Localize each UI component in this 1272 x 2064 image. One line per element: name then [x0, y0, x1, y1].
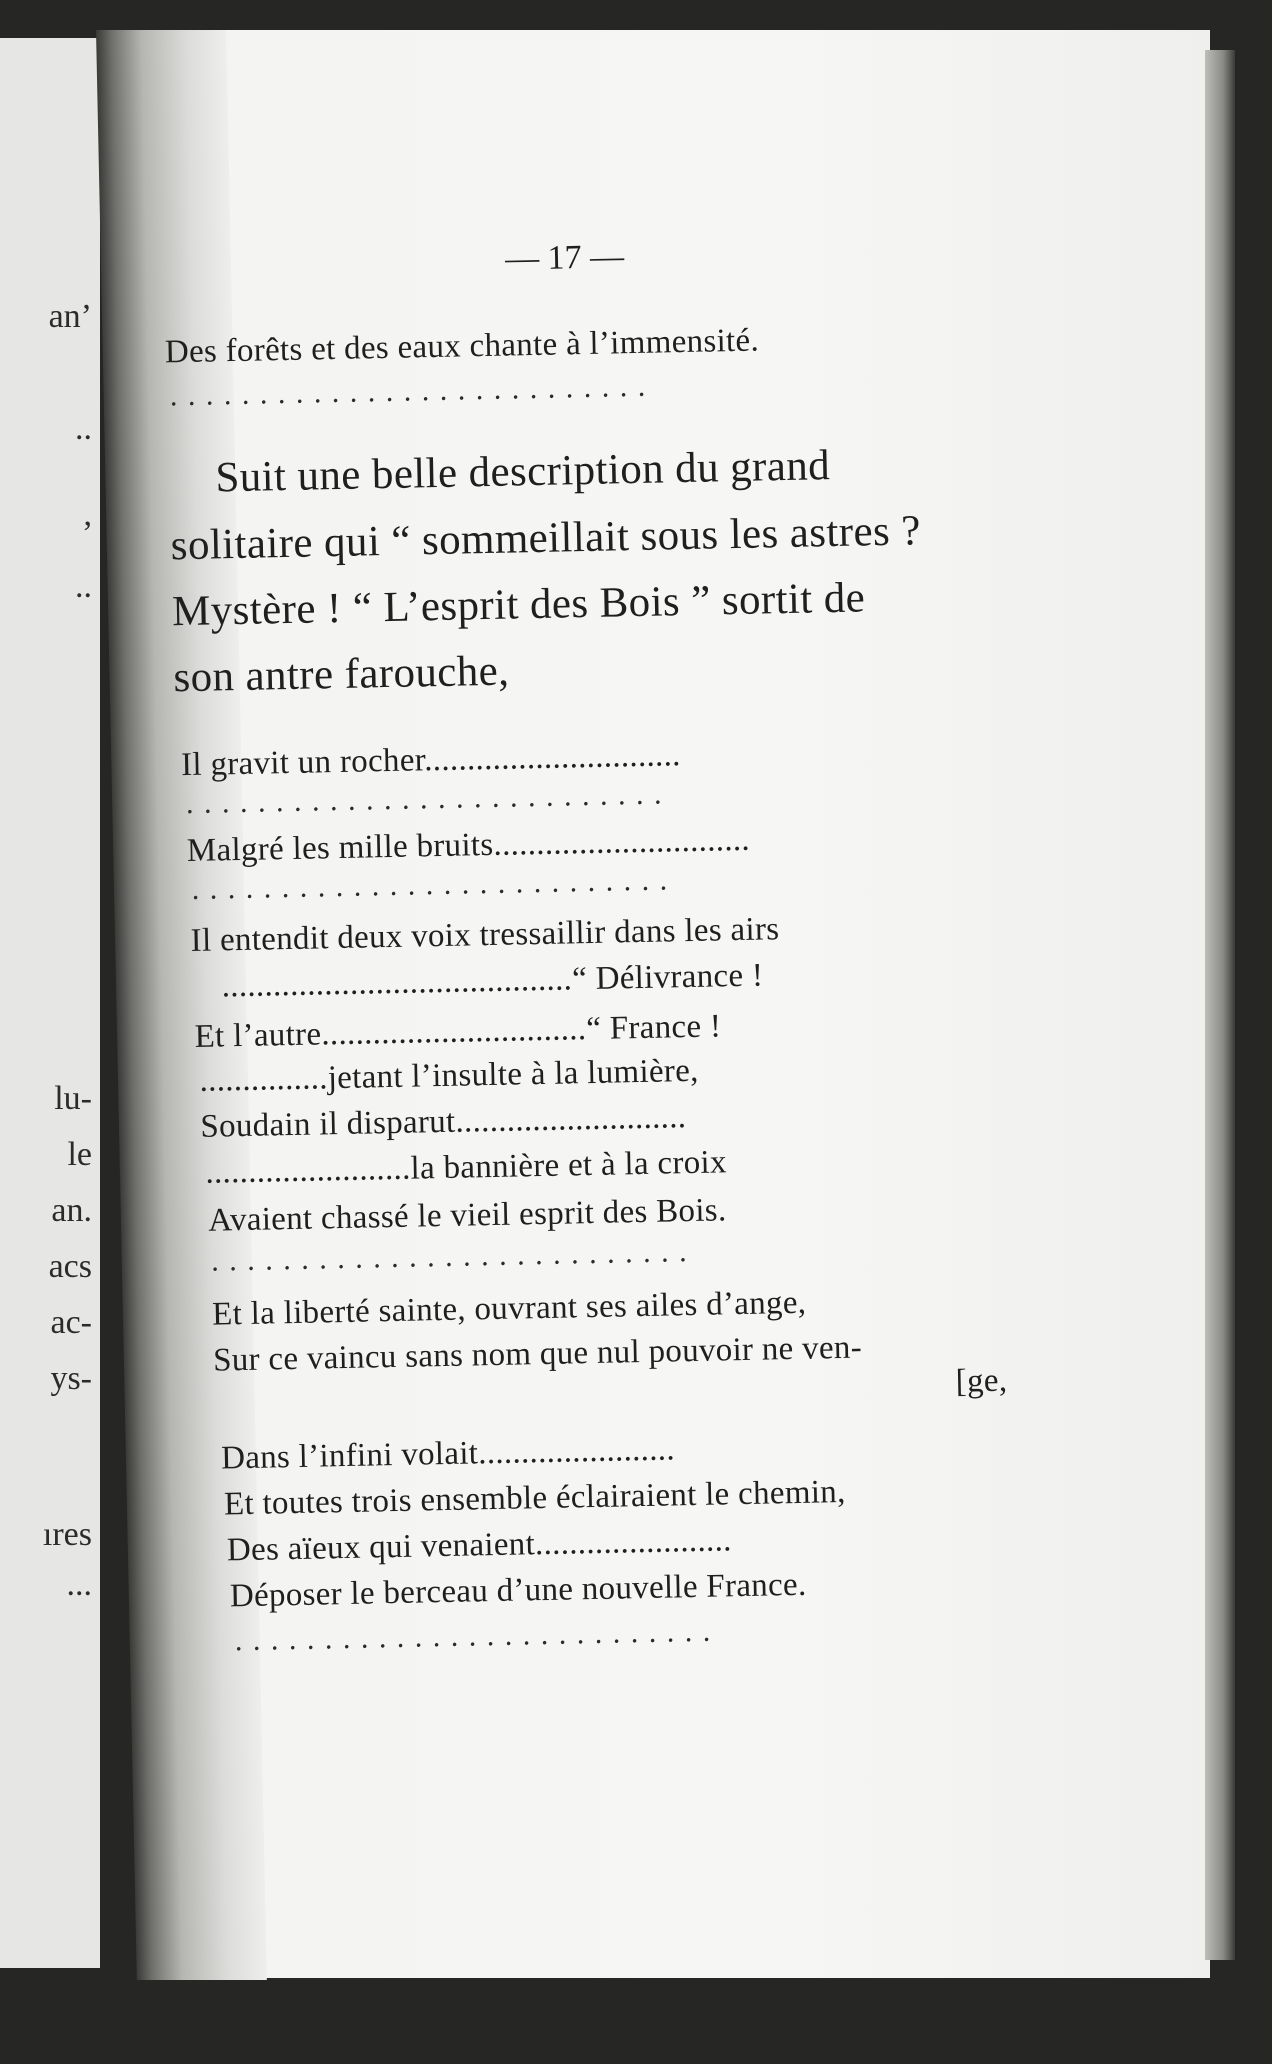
ellipsis-row: ...........................	[185, 777, 673, 821]
ellipsis-row: ...........................	[210, 1234, 698, 1278]
verse-line: Et l’autre...............................“ France !	[194, 1008, 722, 1055]
left-page-fragment: ..	[75, 410, 92, 447]
left-page-fragment: ıres	[42, 1516, 92, 1553]
verse-line: Malgré les mille bruits..............................	[186, 821, 751, 870]
verse-line: Des aïeux qui venaient.......................	[226, 1522, 732, 1569]
verse-line: Et la liberté sainte, ouvrant ses ailes d’ange,	[211, 1284, 807, 1333]
page-number: — 17 —	[504, 238, 625, 278]
verse-line: Et toutes trois ensemble éclairaient le chemin,	[223, 1473, 846, 1523]
verse-line: Il entendit deux voix tressaillir dans les airs	[190, 911, 780, 960]
verse-line: Avaient chassé le vieil esprit des Bois.	[207, 1192, 727, 1239]
left-page-fragment: ,	[83, 496, 92, 533]
verse-line-continuation: [ge,	[955, 1362, 1008, 1400]
left-page-fragment: le	[67, 1136, 92, 1173]
left-page-fragment: ...	[66, 1566, 92, 1603]
prose-line: solitaire qui “ sommeillait sous les astres ?	[170, 507, 922, 570]
verse-line: Il gravit un rocher..............................	[180, 737, 682, 784]
prose-line: Mystère ! “ L’esprit des Bois ” sortit de	[171, 574, 866, 636]
left-page-fragment: ac-	[50, 1304, 92, 1341]
left-page-fragment: ..	[75, 568, 92, 605]
left-page-fragment: an.	[51, 1192, 92, 1229]
verse-line: Déposer le berceau d’une nouvelle France.	[229, 1566, 807, 1615]
left-page-fragment: lu-	[54, 1080, 92, 1117]
verse-line: .........................................“ Délivrance !	[221, 957, 764, 1005]
verse-line: Soudain il disparut...........................	[200, 1099, 687, 1145]
verse-line: ...............jetant l’insulte à la lumière,	[199, 1052, 699, 1099]
verse-line: ........................la bannière et à la croix	[205, 1144, 728, 1191]
verse-line: Dans l’infini volait.......................	[220, 1431, 676, 1477]
verse-line: Sur ce vaincu sans nom que nul pouvoir ne ven-	[212, 1329, 863, 1379]
prose-line: son antre farouche,	[172, 647, 510, 702]
left-page-fragment: an’	[48, 298, 92, 335]
left-page-fragment: ys-	[50, 1360, 92, 1397]
ellipsis-row: ...........................	[234, 1614, 722, 1658]
ellipsis-row: ...........................	[191, 863, 678, 906]
left-page-fragment: acs	[48, 1248, 92, 1285]
ellipsis-row: ...........................	[169, 369, 657, 413]
opening-line: Des forêts et des eaux chante à l’immensité.	[164, 322, 760, 371]
prose-line: Suit une belle description du grand	[214, 442, 831, 502]
